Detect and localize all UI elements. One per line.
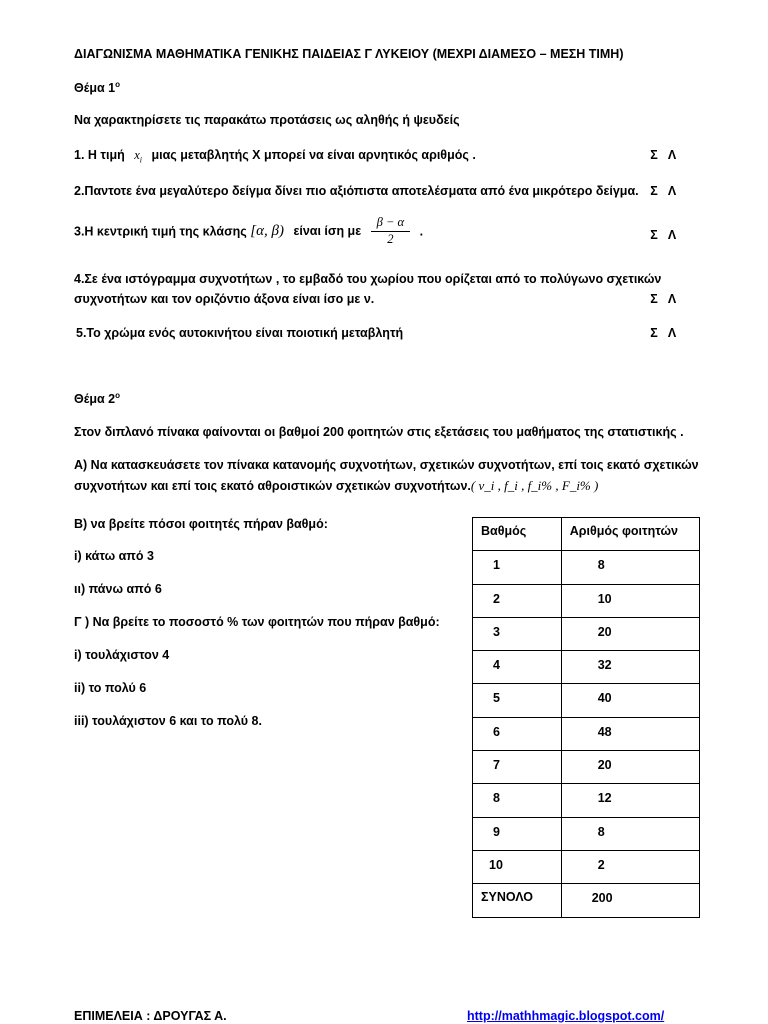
total-value-cell: 200 (561, 884, 699, 917)
question-5: 5.Το χρώμα ενός αυτοκινήτου είναι ποιοτική μεταβλητή (76, 326, 404, 340)
part-a-line-1: Α) Να κατασκευάσετε τον πίνακα κατανομής συχνοτήτων, σχετικών συχνοτήτων, επί τοις εκατό σχετικών (74, 458, 699, 472)
count-cell: 40 (561, 684, 699, 717)
table-row (473, 784, 700, 817)
table-row (473, 551, 700, 584)
header-cell: Βαθμός (473, 518, 562, 551)
total-label-cell: ΣΥΝΟΛΟ (473, 884, 562, 917)
true-option[interactable]: Σ (650, 228, 658, 242)
question-1 (74, 148, 476, 165)
grade-cell: 10 (473, 850, 562, 883)
part-a-text: συχνοτήτων και επί τοις εκατό αθροιστικών σχετικών συχνοτήτων. (74, 479, 471, 493)
question-3-end: . (419, 224, 424, 239)
count-cell: 12 (561, 784, 699, 817)
part-c-ii: ii) το πολύ 6 (74, 681, 147, 695)
variable-subscript: i (139, 155, 143, 165)
table-row (473, 651, 700, 684)
fraction-denominator: 2 (387, 231, 394, 246)
grade-cell: 2 (473, 584, 562, 617)
count-cell: 20 (561, 751, 699, 784)
part-b-i: i) κάτω από 3 (74, 549, 154, 563)
midpoint-fraction (371, 216, 410, 247)
table-row (473, 617, 700, 650)
heading-superscript: ο (115, 80, 121, 89)
document-title: ΔΙΑΓΩΝΙΣΜΑ ΜΑΘΗΜΑΤΙΚΑ ΓΕΝΙΚΗΣ ΠΑΙΔΕΙΑΣ Γ ΛΥΚΕΙΟΥ (ΜΕΧΡΙ ΔΙΑΜΕΣΟ – ΜΕΣΗ ΤΙΜΗ) (74, 47, 624, 61)
table-total-row (473, 884, 700, 917)
true-option[interactable]: Σ (650, 326, 658, 340)
count-cell: 48 (561, 717, 699, 750)
heading-text: Θέμα 2 (74, 392, 116, 407)
heading-superscript: ο (115, 391, 121, 400)
count-cell: 8 (561, 817, 699, 850)
true-option[interactable]: Σ (650, 292, 658, 306)
part-c-i: i) τουλάχιστον 4 (74, 648, 170, 662)
question-2: 2.Παντοτε ένα μεγαλύτερο δείγμα δίνει πιο αξιόπιστα αποτελέσματα από ένα μικρότερο δείγμα. (74, 184, 639, 198)
footer-author: ΕΠΙΜΕΛΕΙΑ : ΔΡΟΥΓΑΣ Α. (74, 1009, 227, 1023)
footer-link-wrap (467, 1009, 664, 1023)
part-b-ii: ιι) πάνω από 6 (74, 582, 162, 596)
count-cell: 20 (561, 617, 699, 650)
grade-cell: 1 (473, 551, 562, 584)
part-b: Β) να βρείτε πόσοι φοιτητές πήραν βαθμό: (74, 517, 328, 531)
table-row (473, 584, 700, 617)
true-option[interactable]: Σ (650, 184, 658, 198)
table-row (473, 817, 700, 850)
false-option[interactable]: Λ (667, 184, 677, 198)
table-row (473, 717, 700, 750)
false-option[interactable]: Λ (667, 326, 677, 340)
question-3 (74, 216, 423, 247)
table-row (473, 751, 700, 784)
instruction-text: Να χαρακτηρίσετε τις παρακάτω προτάσεις ως αληθής ή ψευδείς (74, 113, 460, 127)
part-a-line-2 (74, 478, 598, 494)
grade-cell: 8 (473, 784, 562, 817)
table-row (473, 684, 700, 717)
table-row (473, 850, 700, 883)
question-3-pre: 3.Η κεντρική τιμή της κλάσης (74, 224, 247, 239)
grade-cell: 3 (473, 617, 562, 650)
true-option[interactable]: Σ (650, 148, 658, 162)
question-1-pre: 1. Η τιμή (74, 148, 125, 162)
question-3-mid: είναι ίση με (293, 224, 362, 239)
question-4-line-2: συχνοτήτων και τον οριζόντιο άξονα είναι ίσο με ν. (74, 292, 375, 306)
question-1-post: μιας μεταβλητής Χ μπορεί να είναι αρνητικός αριθμός . (151, 148, 476, 162)
count-cell: 8 (561, 551, 699, 584)
count-cell: 10 (561, 584, 699, 617)
grade-cell: 5 (473, 684, 562, 717)
question-4-line-1: 4.Σε ένα ιστόγραμμα συχνοτήτων , το εμβαδό του χωρίου που ορίζεται από το πολύγωνο σχετικών (74, 272, 662, 286)
false-option[interactable]: Λ (667, 228, 677, 242)
false-option[interactable]: Λ (667, 292, 677, 306)
fraction-numerator: β − α (371, 216, 410, 232)
problem-intro: Στον διπλανό πίνακα φαίνονται οι βαθμοί 200 φοιτητών στις εξετάσεις του μαθήματος της στατιστικής . (74, 425, 684, 439)
interval-expression: [α, β) (250, 222, 284, 239)
count-cell: 2 (561, 850, 699, 883)
header-cell: Αριθμός φοιτητών (561, 518, 699, 551)
part-c: Γ ) Να βρείτε το ποσοστό % των φοιτητών που πήραν βαθμό: (74, 615, 440, 629)
table-header-row (473, 518, 700, 551)
variable-x: x (134, 148, 140, 162)
part-a-math: ( ν_i , f_i , f_i% , F_i% ) (470, 478, 599, 493)
grade-cell: 6 (473, 717, 562, 750)
grade-cell: 9 (473, 817, 562, 850)
part-c-iii: iii) τουλάχιστον 6 και το πολύ 8. (74, 714, 262, 728)
grade-cell: 4 (473, 651, 562, 684)
section-heading-2 (74, 391, 120, 406)
grade-cell: 7 (473, 751, 562, 784)
heading-text: Θέμα 1 (74, 81, 116, 96)
section-heading-1 (74, 80, 120, 95)
blog-link[interactable]: http://mathhmagic.blogspot.com/ (467, 1009, 665, 1023)
count-cell: 32 (561, 651, 699, 684)
grades-table (472, 517, 700, 918)
false-option[interactable]: Λ (667, 148, 677, 162)
